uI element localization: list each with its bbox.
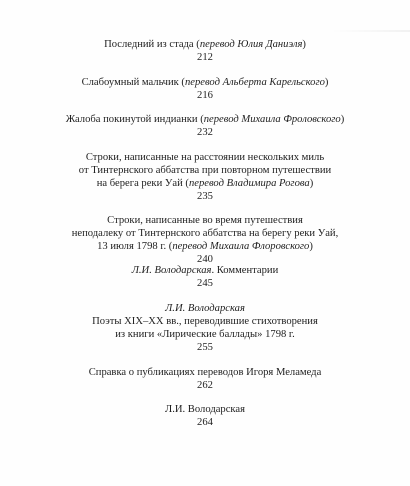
toc-entry-title-text: Последний из стада ( (104, 39, 200, 50)
toc-entry-author: Л.И. Володарская (165, 303, 245, 314)
toc-entry (40, 264, 370, 290)
toc-entry-translator: перевод Юлия Даниэля (199, 39, 303, 50)
toc-entry-title-line-2: Поэты XIX–XX вв., переводившие стихотворения (92, 316, 318, 327)
toc-entry (40, 151, 370, 203)
toc-entry-translator: перевод Альберта Карельского (184, 77, 325, 88)
toc-entry-title-tail: ) (309, 241, 313, 252)
toc-entry-page-number: 240 (197, 254, 213, 265)
toc-entry-title-line-2: от Тинтернского аббатства при повторном путешествии (78, 165, 332, 176)
toc-entry-page-number: 262 (197, 380, 213, 391)
toc-entry-title: Справка о публикациях переводов Игоря Меламеда (88, 367, 322, 378)
toc-entry-page-number: 232 (197, 127, 213, 138)
toc-entry-title-text: на берега реки Уай ( (96, 178, 189, 189)
toc-entry-title (40, 113, 370, 126)
toc-entry-translator: перевод Михаила Флоровского (172, 241, 310, 252)
page-show-through (330, 30, 410, 32)
toc-entry-title (40, 264, 370, 277)
toc-entry-title-line-3: из книги «Лирические баллады» 1798 г. (115, 329, 295, 340)
toc-entry (40, 38, 370, 64)
toc-entry-title-line-2: неподалеку от Тинтернского аббатства на берегу реки Уай, (71, 228, 339, 239)
toc-entry (40, 366, 370, 392)
toc-entry (40, 113, 370, 139)
toc-entry-title-tail: ) (309, 178, 314, 189)
toc-entry-page-number: 255 (197, 342, 213, 353)
toc-entry-title-tail: ) (324, 77, 329, 88)
toc-entry-page-number: 235 (197, 191, 213, 202)
toc-entry-title-text: 13 июля 1798 г. ( (97, 241, 173, 252)
toc-entry-title (40, 38, 370, 51)
toc-entry-title-tail: ) (302, 39, 306, 50)
toc-entry (40, 302, 370, 354)
toc-entry-title-line-3 (40, 240, 370, 253)
toc-entry-translator: перевод Владимира Рогова (188, 178, 310, 189)
toc-entry-title (40, 76, 370, 89)
toc-entry-page-number: 264 (197, 417, 213, 428)
toc-entry-title-line-1: Строки, написанные на расстоянии нескольких миль (85, 152, 325, 163)
toc-entry-title-text: Жалоба покинутой индианки ( (65, 114, 204, 125)
toc-entry (40, 214, 370, 266)
toc-entry-title-line-1: Строки, написанные во время путешествия (107, 215, 303, 226)
toc-entry-title-text: . Комментарии (211, 265, 279, 276)
toc-entry-author: Л.И. Володарская (131, 265, 212, 276)
toc-entry-author: Л.И. Володарская (165, 404, 245, 415)
toc-entry (40, 76, 370, 102)
toc-entry-page-number: 216 (197, 90, 213, 101)
toc-entry-title-text: Слабоумный мальчик ( (81, 77, 185, 88)
toc-entry-title-line-3 (40, 177, 370, 190)
toc-entry (40, 403, 370, 429)
toc-entry-page-number: 212 (197, 52, 213, 63)
toc-entry-page-number: 245 (197, 278, 213, 289)
toc-entry-translator: перевод Михаила Фроловского (203, 114, 341, 125)
toc-entry-title-tail: ) (340, 114, 345, 125)
